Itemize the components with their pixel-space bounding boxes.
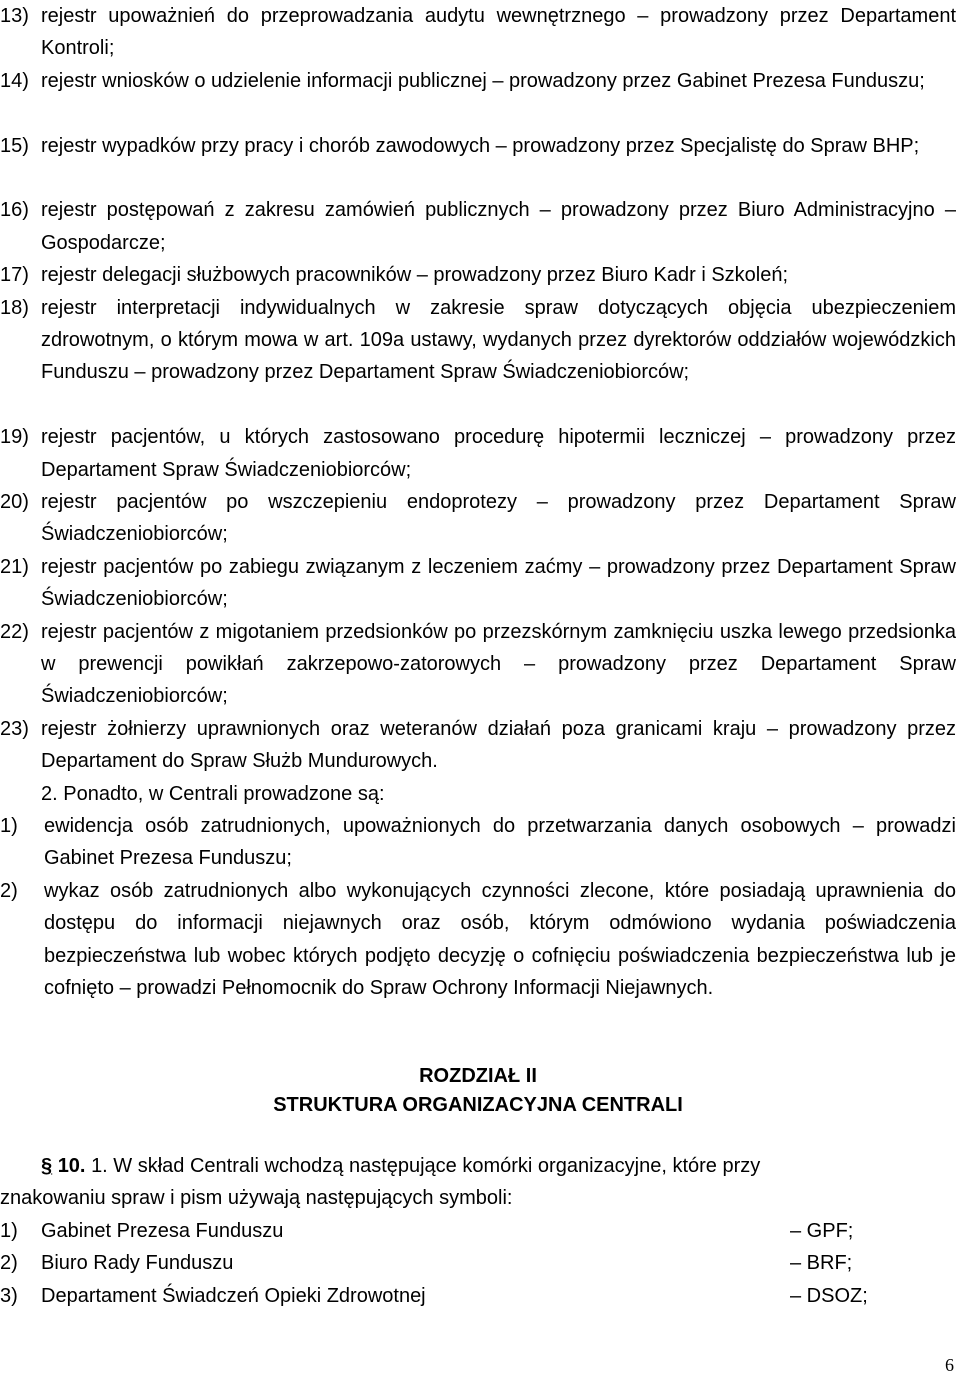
paragraph-10	[0, 1150, 960, 1215]
chapter-heading: ROZDZIAŁ II	[419, 1065, 537, 1087]
list-item	[0, 551, 956, 616]
item-text: rejestr postępowań z zakresu zamówień publicznych – prowadzony przez Biuro Administracyjno – Gospodarcze;	[41, 199, 956, 254]
unit-name: Gabinet Prezesa Funduszu	[41, 1220, 284, 1242]
item-number: 14)	[0, 69, 29, 92]
list-item	[0, 259, 956, 291]
item-number: 20)	[0, 491, 29, 513]
list-item	[0, 0, 956, 65]
list-item	[0, 292, 956, 389]
item-number: 22)	[0, 620, 29, 643]
unit-row	[0, 1247, 956, 1279]
unit-row	[0, 1280, 956, 1312]
list-item	[0, 810, 956, 875]
item-text: rejestr pacjentów, u których zastosowano procedurę hipotermii leczniczej – prowadzony przez Departament Spraw Świadczeniobiorców;	[41, 426, 956, 481]
list-item	[0, 194, 956, 259]
item-number: 15)	[0, 134, 29, 157]
paragraph-text-line2: znakowaniu spraw i pism używają następujących symboli:	[0, 1187, 513, 1210]
item-text: ewidencja osób zatrudnionych, upoważnionych do przetwarzania danych osobowych – prowadzi Gabinet Prezesa Funduszu;	[44, 815, 956, 870]
unit-row	[0, 1215, 956, 1247]
list-item	[0, 130, 956, 162]
item-text: wykaz osób zatrudnionych albo wykonujących czynności zlecone, które posiadają uprawnienia do dostępu do informacji niejawnych oraz osób, którym odmówiono wydania poświadczenia bezpieczeństwa lub wobec których podjęto decyzję o cofnięciu poświadczenia bezpieczeństwa lub je cofnięto – prowadzi Pełnomocnik do Spraw Ochrony Informacji Niejawnych.	[44, 879, 956, 1000]
list-item	[0, 65, 956, 97]
unit-symbol: – BRF;	[790, 1252, 853, 1275]
item-text: rejestr interpretacji indywidualnych w zakresie spraw dotyczących objęcia ubezpieczeniem zdrowotnym, o którym mowa w art. 109a ustawy, wydanych przez dyrektorów oddziałów wojewódzkich Funduszu – prowadzony przez Departament Spraw Świadczeniobiorców;	[41, 296, 956, 384]
paragraph-text-line1: 1. W skład Centrali wchodzą następujące komórki organizacyjne, które przy	[91, 1155, 761, 1177]
item-number: 2)	[0, 879, 18, 902]
unit-number: 3)	[0, 1284, 18, 1307]
item-number: 21)	[0, 555, 29, 578]
paragraph-number: 10.	[57, 1155, 86, 1177]
page-number: 6	[945, 1355, 954, 1375]
item-text: rejestr pacjentów po wszczepieniu endoprotezy – prowadzony przez Departament Spraw Świadczeniobiorców;	[41, 491, 956, 546]
item-text: rejestr wniosków o udzielenie informacji publicznej – prowadzony przez Gabinet Prezesa Funduszu;	[41, 69, 925, 92]
item-text: rejestr żołnierzy uprawnionych oraz weteranów działań poza granicami kraju – prowadzony przez Departament do Spraw Służb Mundurowych.	[41, 717, 956, 773]
item-number: 17)	[0, 264, 29, 287]
item-number: 1)	[0, 815, 18, 837]
list-item	[0, 616, 956, 713]
list-item	[0, 421, 956, 486]
item-text: rejestr upoważnień do przeprowadzania audytu wewnętrznego – prowadzony przez Departament Kontroli;	[41, 5, 956, 60]
item-text: rejestr wypadków przy pracy i chorób zawodowych – prowadzony przez Specjalistę do Spraw BHP;	[41, 134, 920, 157]
list-item	[0, 486, 956, 551]
item-number: 18)	[0, 296, 29, 319]
item-number: 19)	[0, 426, 29, 449]
unit-name: Departament Świadczeń Opieki Zdrowotnej	[41, 1284, 426, 1307]
item-text: rejestr pacjentów po zabiegu związanym z leczeniem zaćmy – prowadzony przez Departament Spraw Świadczeniobiorców;	[41, 555, 956, 611]
unit-symbol: – GPF;	[790, 1220, 854, 1242]
unit-name: Biuro Rady Funduszu	[41, 1252, 234, 1275]
item-number: 23)	[0, 717, 29, 740]
unit-number: 2)	[0, 1252, 18, 1275]
unit-number: 1)	[0, 1220, 18, 1242]
item-number: 13)	[0, 5, 29, 27]
item-text: rejestr pacjentów z migotaniem przedsionków po przezskórnym zamknięciu uszka lewego przedsionka w prewencji powikłań zakrzepowo-zatorowych – prowadzony przez Departament Spraw Świadczeniobiorców;	[41, 620, 956, 708]
item-number: 16)	[0, 199, 29, 222]
unit-symbol: – DSOZ;	[790, 1284, 868, 1307]
section-2-intro: 2. Ponadto, w Centrali prowadzone są:	[41, 782, 385, 805]
item-text: rejestr delegacji służbowych pracowników – prowadzony przez Biuro Kadr i Szkoleń;	[41, 264, 789, 287]
paragraph-sign: §	[41, 1155, 53, 1177]
list-item	[0, 875, 956, 1005]
chapter-title: STRUKTURA ORGANIZACYJNA CENTRALI	[273, 1094, 683, 1116]
list-item	[0, 713, 956, 778]
